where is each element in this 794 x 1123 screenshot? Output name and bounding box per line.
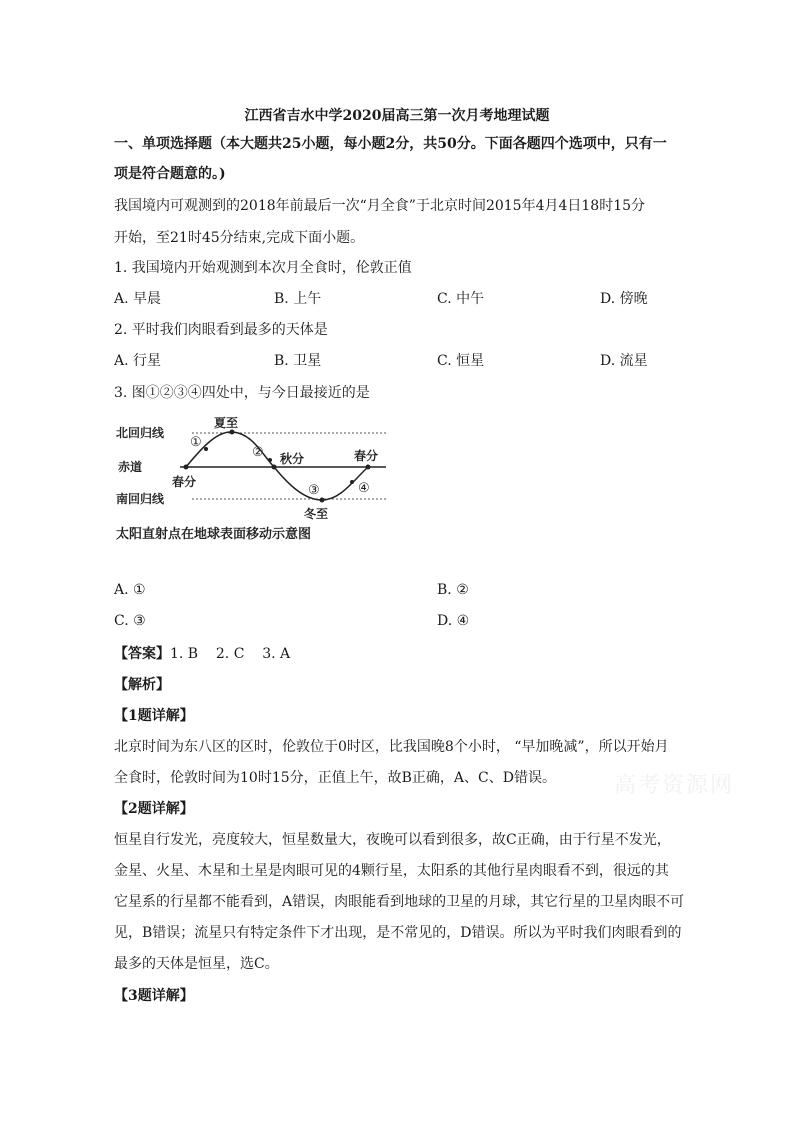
detail3-label: 【3题详解】 [114,988,194,1004]
marker-2: ② [252,445,264,460]
analysis-label: 【解析】 [114,677,170,693]
q2-option-c: C. 恒星 [437,353,485,369]
label-south-tropic: 南回归线 [116,492,165,506]
label-north-tropic: 北回归线 [116,426,165,440]
marker-3: ③ [308,483,320,498]
q1-option-d: D. 傍晚 [600,291,648,307]
answer-line [114,644,290,664]
dot-spring-start [184,465,189,470]
q1-option-b: B. 上午 [274,291,322,307]
answer-text: 1. B 2. C 3. A [170,646,291,662]
detail2-line4: 见，B错误；流星只有特定条件下才出现，是不常见的，D错误。所以为平时我们肉眼看到的 [114,925,682,941]
label-spring-equinox-end: 春分 [354,449,379,463]
q2-option-d: D. 流星 [600,353,648,369]
detail2-label: 【2题详解】 [114,801,194,817]
q3-option-d: D. ④ [437,613,470,629]
section-header-line1: 一、单项选择题（本大题共25小题，每小题2分，共50分。下面各题四个选项中，只有一 [114,136,667,152]
intro-line2: 开始，至21时45分结束,完成下面小题。 [114,230,365,246]
section-header-line2: 项是符合题意的。) [114,166,226,182]
detail1-line1: 北京时间为东八区的区时，伦敦位于0时区，比我国晚8个小时， “早加晚减”，所以开始月 [114,739,669,755]
q1-option-a: A. 早晨 [114,291,162,307]
q1-stem: 1. 我国境内开始观测到本次月全食时，伦敦正值 [114,260,412,276]
marker-4: ④ [358,481,370,496]
label-equator: 赤道 [118,460,143,474]
q3-stem: 3. 图①②③④四处中，与今日最接近的是 [114,385,370,401]
detail1-label: 【1题详解】 [114,708,194,724]
dot-2 [268,458,272,462]
label-summer-solstice: 夏至 [214,416,239,430]
marker-1: ① [190,435,202,450]
page-title: 江西省吉水中学2020届高三第一次月考地理试题 [244,108,550,124]
dot-spring-end [366,465,371,470]
q2-option-a: A. 行星 [114,353,162,369]
dot-autumn [272,465,277,470]
q3-option-c: C. ③ [114,613,146,629]
sun-direct-point-diagram [114,412,404,552]
dot-winter [320,498,325,503]
sun-path-curve [186,432,368,500]
watermark: 高考资源网 [614,773,735,798]
detail2-line1: 恒星自行发光，亮度较大，恒星数量大，夜晚可以看到很多，故C正确，由于行星不发光， [114,832,671,848]
q3-option-a: A. ① [114,582,146,598]
detail2-line5: 最多的天体是恒星，选C。 [114,956,279,972]
q1-option-c: C. 中午 [437,291,485,307]
detail2-line3: 它星系的行星都不能看到，A错误，肉眼能看到地球的卫星的月球，其它行星的卫星肉眼不可 [114,894,685,910]
label-autumn-equinox: 秋分 [280,452,305,466]
q2-option-b: B. 卫星 [274,353,322,369]
intro-line1: 我国境内可观测到的2018年前最后一次“月全食”于北京时间2015年4月4日18时15分 [114,198,646,214]
dot-4 [350,480,354,484]
label-winter-solstice: 冬至 [304,507,329,521]
detail1-line2: 全食时，伦敦时间为10时15分，正值上午，故B正确，A、C、D错误。 [114,770,556,786]
dot-1 [204,447,208,451]
figure-caption: 太阳直射点在地球表面移动示意图 [116,527,312,542]
q2-stem: 2. 平时我们肉眼看到最多的天体是 [114,322,328,338]
q3-option-b: B. ② [437,582,469,598]
label-spring-equinox-start: 春分 [172,475,197,489]
detail2-line2: 金星、火星、木星和土星是肉眼可见的4颗行星，太阳系的其他行星肉眼看不到，很远的其 [114,863,669,879]
dot-summer [230,430,235,435]
answer-label: 【答案】 [114,646,170,662]
